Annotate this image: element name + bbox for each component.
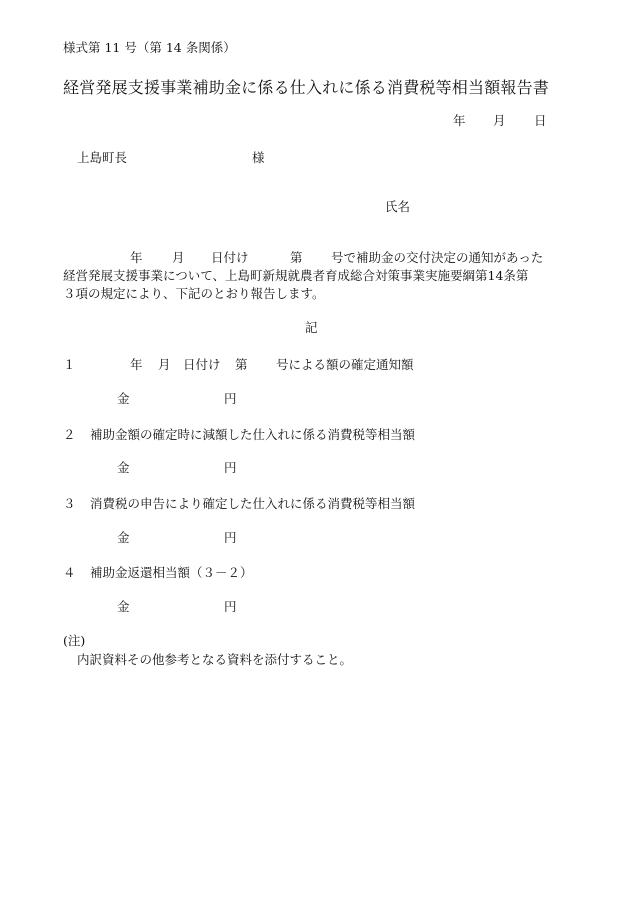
- item-kin: 金: [117, 530, 130, 545]
- item-dated: 日付け: [183, 357, 221, 372]
- item-yen: 円: [224, 530, 237, 545]
- date-year: 年: [453, 113, 466, 128]
- item-number: ２: [63, 427, 76, 442]
- addressee-name: 上島町長: [77, 150, 128, 165]
- note-heading: (注): [63, 633, 86, 648]
- item-yen: 円: [224, 391, 237, 406]
- addressee-honorific: 様: [252, 150, 265, 165]
- item-yen: 円: [224, 460, 237, 475]
- item-month: 月: [158, 357, 171, 372]
- intro-line3: ３項の規定により、下記のとおり報告します。: [63, 286, 325, 301]
- date-month: 月: [493, 113, 506, 128]
- name-label: 氏名: [385, 199, 411, 214]
- item-kin: 金: [117, 599, 130, 614]
- date-day: 日: [534, 113, 547, 128]
- item-year: 年: [130, 357, 143, 372]
- intro-number: 第: [290, 250, 303, 265]
- item-label: 補助金返還相当額（３－２）: [90, 565, 253, 580]
- item-label: 補助金額の確定時に減額した仕入れに係る消費税等相当額: [90, 427, 416, 442]
- intro-line1-tail: 号で補助金の交付決定の通知があった: [331, 250, 544, 265]
- document-title: 経営発展支援事業補助金に係る仕入れに係る消費税等相当額報告書: [63, 78, 550, 97]
- intro-year: 年: [130, 250, 143, 265]
- item-kin: 金: [117, 391, 130, 406]
- form-number: 様式第 11 号（第 14 条関係）: [63, 40, 236, 55]
- item-label: 号による額の確定通知額: [276, 357, 414, 372]
- intro-month: 月: [172, 250, 185, 265]
- item-kin: 金: [117, 460, 130, 475]
- intro-line2: 経営発展支援事業について、上島町新規就農者育成総合対策事業実施要綱第14条第: [63, 268, 529, 283]
- item-number-prefix: 第: [235, 357, 248, 372]
- note-text: 内訳資料その他参考となる資料を添付すること。: [77, 652, 353, 667]
- intro-dated: 日付け: [211, 250, 249, 265]
- item-number: １: [63, 357, 76, 372]
- item-yen: 円: [224, 599, 237, 614]
- ki-heading: 記: [305, 320, 318, 335]
- item-label: 消費税の申告により確定した仕入れに係る消費税等相当額: [90, 496, 416, 511]
- item-number: ３: [63, 496, 76, 511]
- item-number: ４: [63, 565, 76, 580]
